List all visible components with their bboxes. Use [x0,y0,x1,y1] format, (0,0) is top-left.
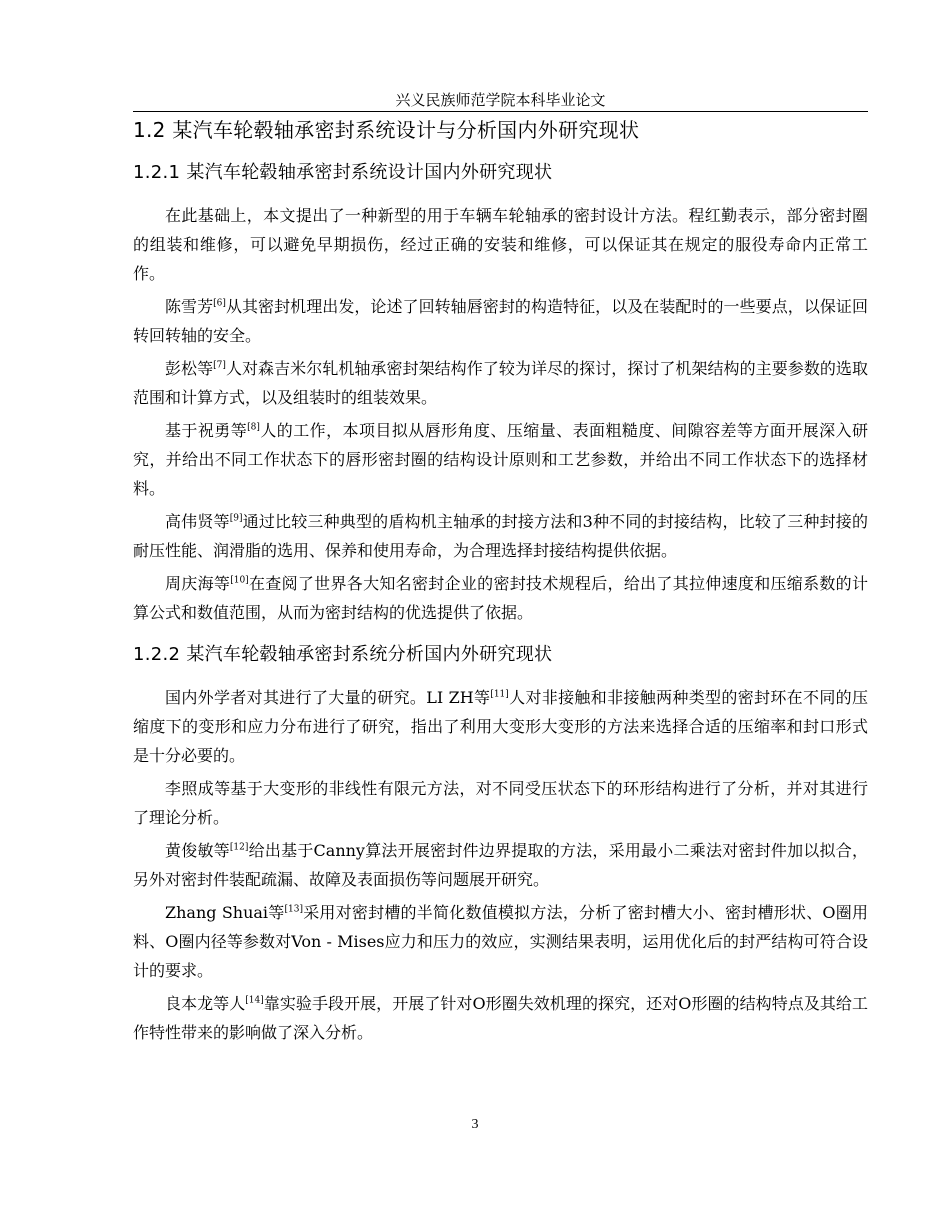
paragraph-text: 人的工作，本项目拟从唇形角度、压缩量、表面粗糙度、间隙容差等方面开展深入研究，并给出不同工作状态下的唇形密封圈的结构设计原则和工艺参数，并给出不同工作状态下的选择材料。 [133,421,868,498]
paragraph-zhou-qinghai [133,569,868,627]
citation-ref: [11] [490,689,509,700]
paragraph-huang-junmin [133,836,868,894]
paragraph-text: 李照成等基于大变形的非线性有限元方法，对不同受压状态下的环形结构进行了分析，并对其进行了理论分析。 [133,779,868,827]
citation-ref: [10] [230,575,249,586]
citation-ref: [14] [245,995,264,1006]
paragraph-zhu-yong [133,416,868,503]
paragraph-text: 陈雪芳 [165,297,214,316]
citation-ref: [12] [229,842,249,853]
citation-ref: [9] [229,513,243,524]
paragraph-text: Zhang Shuai等 [165,903,285,922]
citation-ref: [7] [213,360,226,371]
paragraph-text: 人对森吉米尔轧机轴承密封架结构作了较为详尽的探讨，探讨了机架结构的主要参数的选取范围和计算方式，以及组装时的组装效果。 [133,359,868,407]
paragraph-text: 在此基础上，本文提出了一种新型的用于车辆车轮轴承的密封设计方法。程红勤表示，部分密封圈的组装和维修，可以避免早期损伤，经过正确的安装和维修，可以保证其在规定的服役寿命内正常工作。 [133,206,868,283]
paragraph-text: 人对非接触和非接触两种类型的密封环在不同的压缩度下的变形和应力分布进行了研究，指出了利用大变形大变形的方法来选择合适的压缩率和封口形式是十分必要的。 [133,688,868,765]
paragraph-li-zh [133,683,868,770]
subsection-heading-design: 1.2.1 某汽车轮毂轴承密封系统设计国内外研究现状 [133,162,553,183]
paragraph-text: 在查阅了世界各大知名密封企业的密封技术规程后，给出了其拉伸速度和压缩系数的计算公式和数值范围，从而为密封结构的优选提供了依据。 [133,574,868,622]
section-heading: 1.2 某汽车轮毂轴承密封系统设计与分析国内外研究现状 [133,118,640,142]
paragraph-text: 采用对密封槽的半简化数值模拟方法，分析了密封槽大小、密封槽形状、O圈用料、O圈内径等参数对Von - Mises应力和压力的效应，实测结果表明，运用优化后的封严结构可符合设计的要求。 [133,903,868,980]
page-number: 3 [471,1117,479,1132]
paragraph-zhang-shuai [133,898,868,985]
paragraph-text: 靠实验手段开展，开展了针对O形圈失效机理的探究，还对O形圈的结构特点及其给工作特性带来的影响做了深入分析。 [133,994,868,1042]
paragraph-text: 通过比较三种典型的盾构机主轴承的封接方法和3种不同的封接结构，比较了三种封接的耐压性能、润滑脂的选用、保养和使用寿命，为合理选择封接结构提供依据。 [133,512,868,560]
paragraph-li-zhaocheng [133,774,868,832]
paragraph-chen-xuefang [133,292,868,350]
citation-ref: [8] [247,422,260,433]
paragraph-liang-benlong [133,989,868,1047]
citation-ref: [13] [284,904,303,915]
paragraph-text: 从其密封机理出发，论述了回转轴唇密封的构造特征，以及在装配时的一些要点，以保证回转回转轴的安全。 [133,297,868,345]
subsection-heading-analysis: 1.2.2 某汽车轮毂轴承密封系统分析国内外研究现状 [133,644,553,665]
paragraph-peng-song [133,354,868,412]
paragraph-text: 基于祝勇等 [165,421,248,440]
paragraph-text: 高伟贤等 [165,512,230,531]
citation-ref: [6] [213,298,226,309]
paragraph-design-overview [133,201,868,288]
paragraph-text: 黄俊敏等 [165,841,230,860]
paragraph-text: 良本龙等人 [165,994,246,1013]
paragraph-text: 国内外学者对其进行了大量的研究。LI ZH等 [165,688,491,707]
running-header: 兴义民族师范学院本科毕业论文 [133,90,868,112]
paragraph-text: 周庆海等 [165,574,231,593]
page-body [133,115,868,1051]
paragraph-gao-weixian [133,507,868,565]
paragraph-text: 彭松等 [165,359,214,378]
paragraph-text: 给出基于Canny算法开展密封件边界提取的方法，采用最小二乘法对密封件加以拟合，另外对密封件装配疏漏、故障及表面损伤等问题展开研究。 [133,841,868,889]
